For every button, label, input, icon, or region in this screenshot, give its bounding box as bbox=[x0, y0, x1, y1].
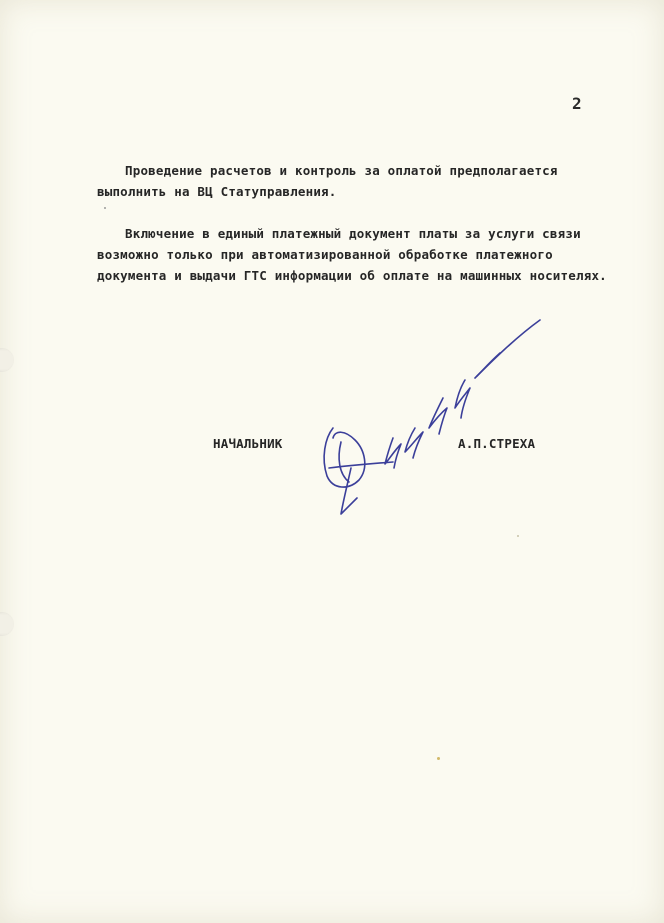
punch-hole-bottom bbox=[0, 612, 14, 636]
paper-speck bbox=[437, 757, 440, 760]
signatory-name: А.П.СТРЕХА bbox=[458, 436, 536, 451]
paragraph-line: Включение в единый платежный документ платы за услуги связи bbox=[125, 226, 581, 241]
handwritten-signature bbox=[315, 318, 555, 528]
paper-speck bbox=[104, 207, 106, 209]
paragraph-1 bbox=[97, 160, 558, 202]
page-number: 2 bbox=[572, 94, 582, 113]
paragraph-line: возможно только при автоматизированной обработке платежного bbox=[97, 247, 553, 262]
punch-hole-top bbox=[0, 348, 14, 372]
paragraph-2 bbox=[97, 223, 607, 286]
paragraph-line: выполнить на ВЦ Статуправления. bbox=[97, 184, 337, 199]
paragraph-line: Проведение расчетов и контроль за оплатой предполагается bbox=[125, 163, 558, 178]
paper-speck bbox=[517, 535, 519, 537]
signatory-title: НАЧАЛЬНИК bbox=[213, 436, 283, 451]
paragraph-line: документа и выдачи ГТС информации об оплате на машинных носителях. bbox=[97, 268, 607, 283]
